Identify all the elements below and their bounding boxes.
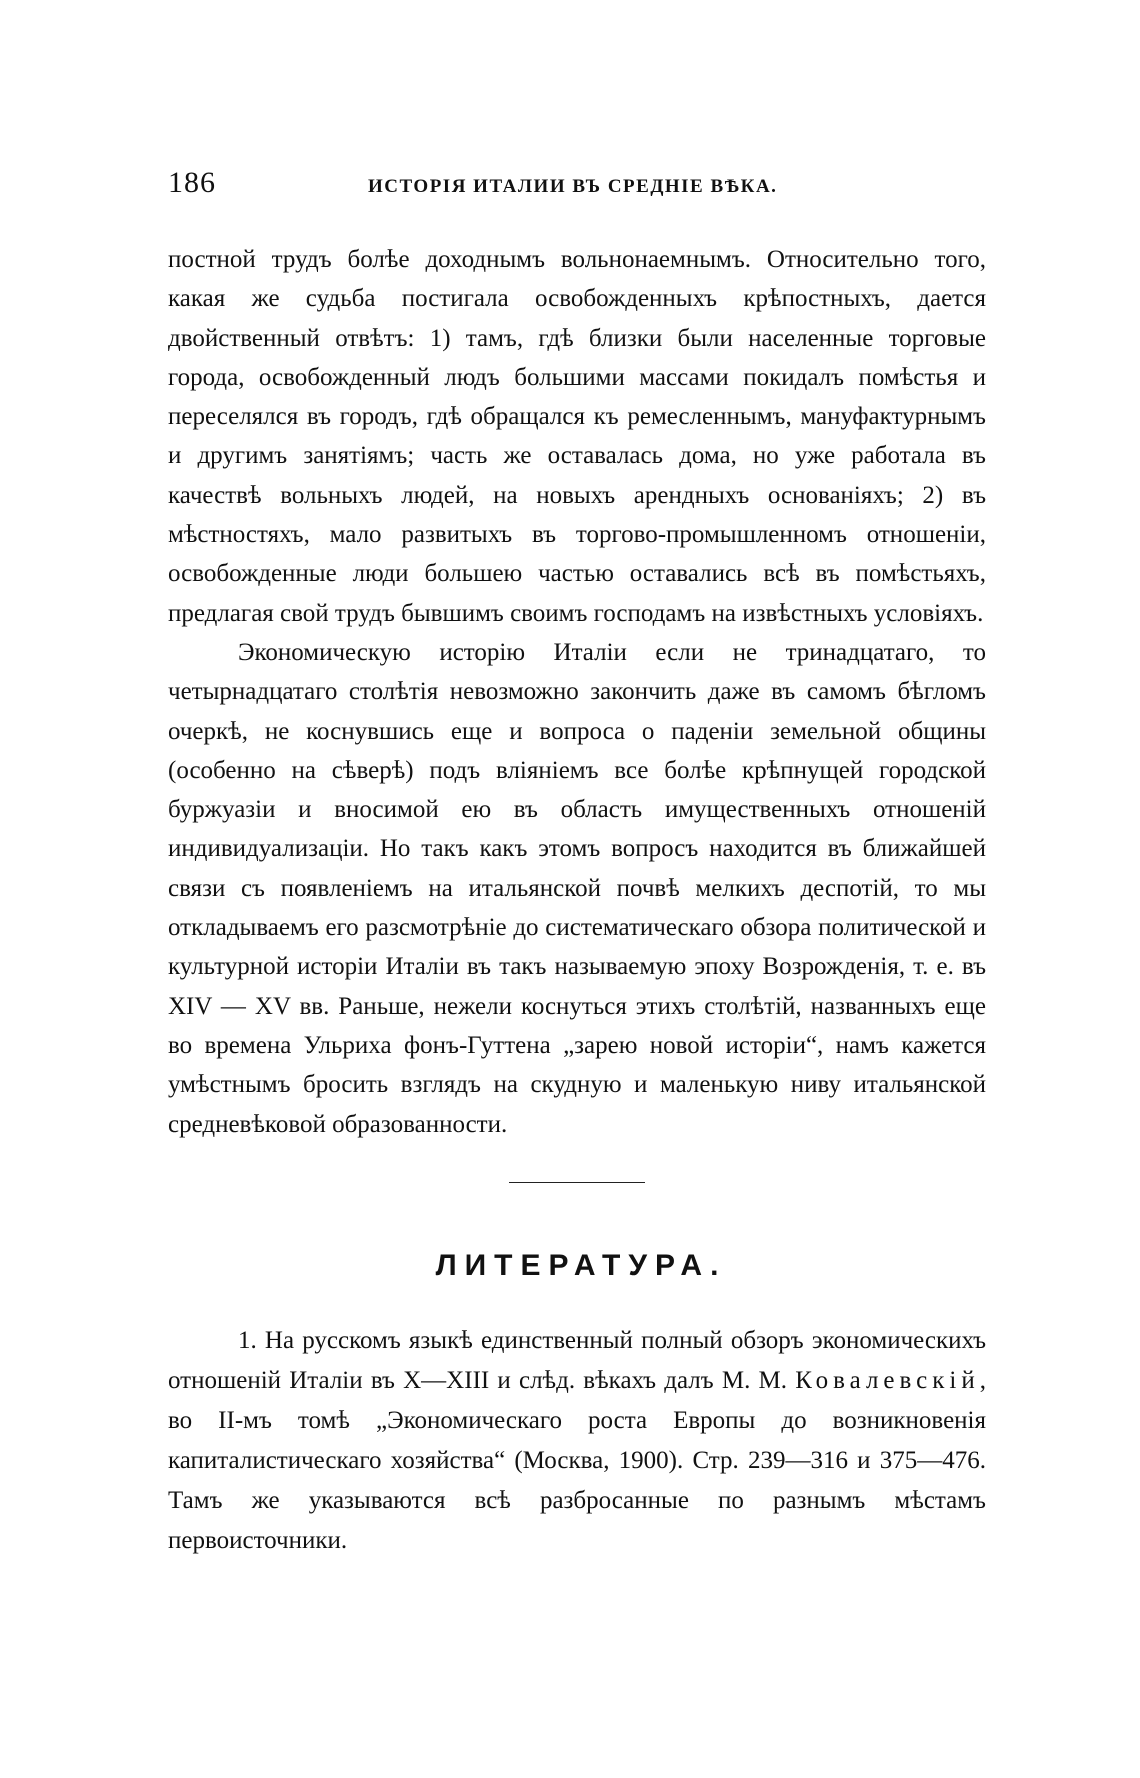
literature-item-1 bbox=[168, 1321, 986, 1561]
literature-item-1-author: Ковалевскій bbox=[795, 1366, 980, 1394]
running-title: ИСТОРІЯ ИТАЛИИ ВЪ СРЕДНІЕ ВѢКА. bbox=[368, 176, 778, 197]
literature-item-1-text-end: , во II-мъ томѣ „Экономическаго роста Европы до возникновенія капиталистическаго хозяйства“ (Москва, 1900). Стр. 239—316 и 375—476. Тамъ же указываются всѣ разбросанные по разнымъ мѣстамъ первоисточники. bbox=[168, 1366, 986, 1554]
body-paragraph-2: Экономическую исторію Италіи если не тринадцатаго, то четырнадцатаго столѣтія невозможно закончить даже въ самомъ бѣгломъ очеркѣ, не коснувшись еще и вопроса о паденіи земельной общины (особенно на сѣверѣ) подъ вліяніемъ все болѣе крѣпнущей городской буржуазіи и вносимой ею въ область имущественныхъ отношеній индивидуализаціи. Но такъ какъ этомъ вопросъ находится въ ближайшей связи съ появленіемъ на итальянской почвѣ мелкихъ деспотій, то мы откладываемъ его разсмотрѣніе до систематическаго обзора политической и культурной исторіи Италіи въ такъ называемую эпоху Возрожденія, т. е. въ XIV — XV вв. Раньше, нежели коснуться этихъ столѣтій, названныхъ еще во времена Ульриха фонъ-Гуттена „зарею новой исторіи“, намъ кажется умѣстнымъ бросить взглядъ на скудную и маленькую ниву итальянской средневѣковой образованности. bbox=[168, 638, 986, 1138]
book-page bbox=[168, 166, 986, 1561]
body-paragraph-1: постной трудъ болѣе доходнымъ вольнонаемнымъ. Относительно того, какая же судьба постигала освобожденныхъ крѣпостныхъ, дается двойственный отвѣтъ: 1) тамъ, гдѣ близки были населенные торговые города, освобожденный людъ большими массами покидалъ помѣстья и переселялся въ городъ, гдѣ обращался къ ремесленнымъ, мануфактурнымъ и другимъ занятіямъ; часть же оставалась дома, но уже работала въ качествѣ вольныхъ людей, на новыхъ арендныхъ основаніяхъ; 2) въ мѣстностяхъ, мало развитыхъ въ торгово-промышленномъ отношеніи, освобожденные люди большею частью оставались всѣ въ помѣстьяхъ, предлагая свой трудъ бывшимъ своимъ господамъ на извѣстныхъ условіяхъ. bbox=[168, 246, 986, 627]
section-divider bbox=[509, 1182, 645, 1183]
literature-heading: ЛИТЕРАТУРА. bbox=[435, 1248, 727, 1282]
page-number: 186 bbox=[168, 166, 216, 199]
running-head bbox=[168, 166, 986, 206]
literature-item-1-text-start: 1. На русскомъ языкѣ единственный полный обзоръ экономическихъ отношеній Италіи въ X—XIII и слѣд. вѣкахъ далъ М. М. bbox=[168, 1326, 986, 1394]
